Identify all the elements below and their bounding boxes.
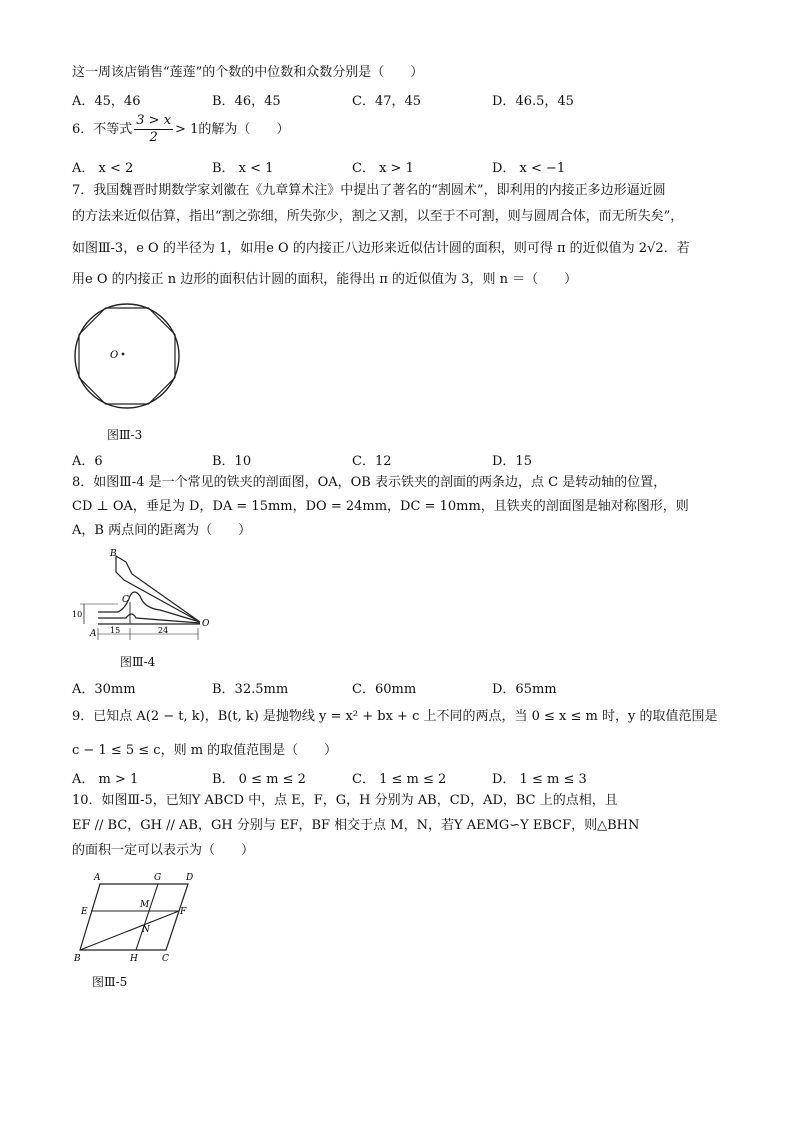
- q8-options: [72, 678, 722, 696]
- figure-label-a: A: [90, 629, 97, 639]
- figure-label-b: B: [74, 954, 81, 964]
- q7-line-3: 如图Ⅲ-3，e O 的半径为 1，如用e O 的内接正八边形来近似估计圆的面积，则可得 π 的近似值为 2√2．若: [72, 241, 690, 256]
- figure-parallelogram: [72, 868, 212, 964]
- figure-label-f: F: [180, 907, 187, 917]
- q6-option-c: C． x > 1: [352, 161, 414, 176]
- figure-label-c: C: [162, 954, 169, 964]
- figure-label-b: B: [110, 549, 117, 559]
- q9-option-b: B． 0 ≤ m ≤ 2: [212, 772, 306, 787]
- figure-label-e: E: [81, 907, 88, 917]
- figure-label-h: H: [130, 954, 138, 964]
- q8-line-3: A，B 两点间的距离为（ ）: [72, 523, 252, 538]
- q7-option-c: C．12: [352, 454, 392, 469]
- q7-line-2: 的方法来近似估算，指出“割之弥细，所失弥少，割之又割，以至于不可割，则与圆周合体，而无所失矣”，: [72, 209, 684, 224]
- q8-line-2: CD ⊥ OA，垂足为 D，DA = 15mm，DO = 24mm，DC = 10mm，且铁夹的剖面图是轴对称图形，则: [72, 499, 689, 514]
- figure-label-c: C: [122, 595, 129, 605]
- q10-line-2: EF // BC，GH // AB，GH 分别与 EF，BF 相交于点 M，N，若Y AEMG∽Y EBCF，则△BHN: [72, 818, 640, 833]
- q8-line-1: 8．如图Ⅲ-4 是一个常见的铁夹的剖面图，OA，OB 表示铁夹的剖面的两条边，点 C 是转动轴的位置，: [72, 475, 667, 490]
- figure-dim-15: 15: [110, 626, 121, 635]
- q6-suffix: > 1的解为（ ）: [175, 122, 290, 137]
- q6-fraction: [134, 113, 173, 146]
- figure-label-m: M: [140, 900, 150, 910]
- q6-stem: [72, 113, 289, 146]
- q9-line-1: 9．已知点 A(2 − t, k)，B(t, k) 是抛物线 y = x² + bx + c 上不同的两点，当 0 ≤ x ≤ m 时，y 的取值范围是: [72, 709, 718, 724]
- q7-option-a: A．6: [72, 454, 103, 469]
- figure-label-n: N: [142, 925, 150, 935]
- q9-line-2: c − 1 ≤ 5 ≤ c，则 m 的取值范围是（ ）: [72, 743, 338, 758]
- figure-clip-cross-section: [70, 546, 220, 644]
- q5-option-c: C．47，45: [352, 94, 422, 109]
- q5-option-b: B．46，45: [212, 94, 281, 109]
- figure-octagon-in-circle: [70, 300, 190, 412]
- q7-option-b: B．10: [212, 454, 252, 469]
- q9-option-a: A． m > 1: [72, 772, 139, 787]
- figure-dim-10: 10: [72, 610, 83, 619]
- q6-prefix: 6．不等式: [72, 122, 133, 137]
- q7-options: [72, 450, 722, 468]
- q5-stem: 这一周该店销售“莲莲”的个数的中位数和众数分别是（ ）: [72, 65, 424, 80]
- figure-label-d: D: [186, 873, 194, 883]
- q6-option-a: A． x < 2: [72, 161, 134, 176]
- figure-label-o: O: [202, 619, 210, 629]
- q7-line-4: 用e O 的内接正 n 边形的面积估计圆的面积，能得出 π 的近似值为 3，则 n ＝（ ）: [72, 272, 578, 287]
- q7-option-d: D．15: [492, 454, 532, 469]
- q8-option-a: A．30mm: [72, 682, 136, 697]
- q6-option-d: D． x < −1: [492, 161, 566, 176]
- q10-line-3: 的面积一定可以表示为（ ）: [72, 843, 255, 858]
- figure-label-a: A: [94, 873, 101, 883]
- q9-options: [72, 768, 722, 786]
- q10-line-1: 10．如图Ⅲ-5，已知Y ABCD 中，点 E，F，G，H 分别为 AB，CD，AD，BC 上的点相，且: [72, 793, 618, 808]
- q8-option-d: D．65mm: [492, 682, 557, 697]
- q6-frac-numerator: 3 > x: [136, 113, 172, 128]
- q8-option-c: C．60mm: [352, 682, 417, 697]
- q7-figure-caption: 图Ⅲ-3: [107, 428, 143, 442]
- q9-option-c: C． 1 ≤ m ≤ 2: [352, 772, 447, 787]
- q10-figure-caption: 图Ⅲ-5: [92, 975, 128, 989]
- q9-option-d: D． 1 ≤ m ≤ 3: [492, 772, 587, 787]
- q7-line-1: 7．我国魏晋时期数学家刘徽在《九章算术注》中提出了著名的“割圆术”，即利用的内接正多边形逼近圆: [72, 183, 666, 198]
- figure-dim-24: 24: [158, 626, 169, 635]
- q6-option-b: B． x < 1: [212, 161, 274, 176]
- figure-label-g: G: [154, 873, 162, 883]
- figure-label-o: O: [110, 350, 119, 361]
- q6-frac-denominator: 2: [149, 130, 158, 145]
- q5-option-d: D．46.5，45: [492, 94, 574, 109]
- q8-figure-caption: 图Ⅲ-4: [120, 655, 156, 669]
- q6-options: [72, 157, 722, 175]
- q8-option-b: B．32.5mm: [212, 682, 289, 697]
- q5-options: [72, 90, 722, 108]
- q5-option-a: A．45，46: [72, 94, 141, 109]
